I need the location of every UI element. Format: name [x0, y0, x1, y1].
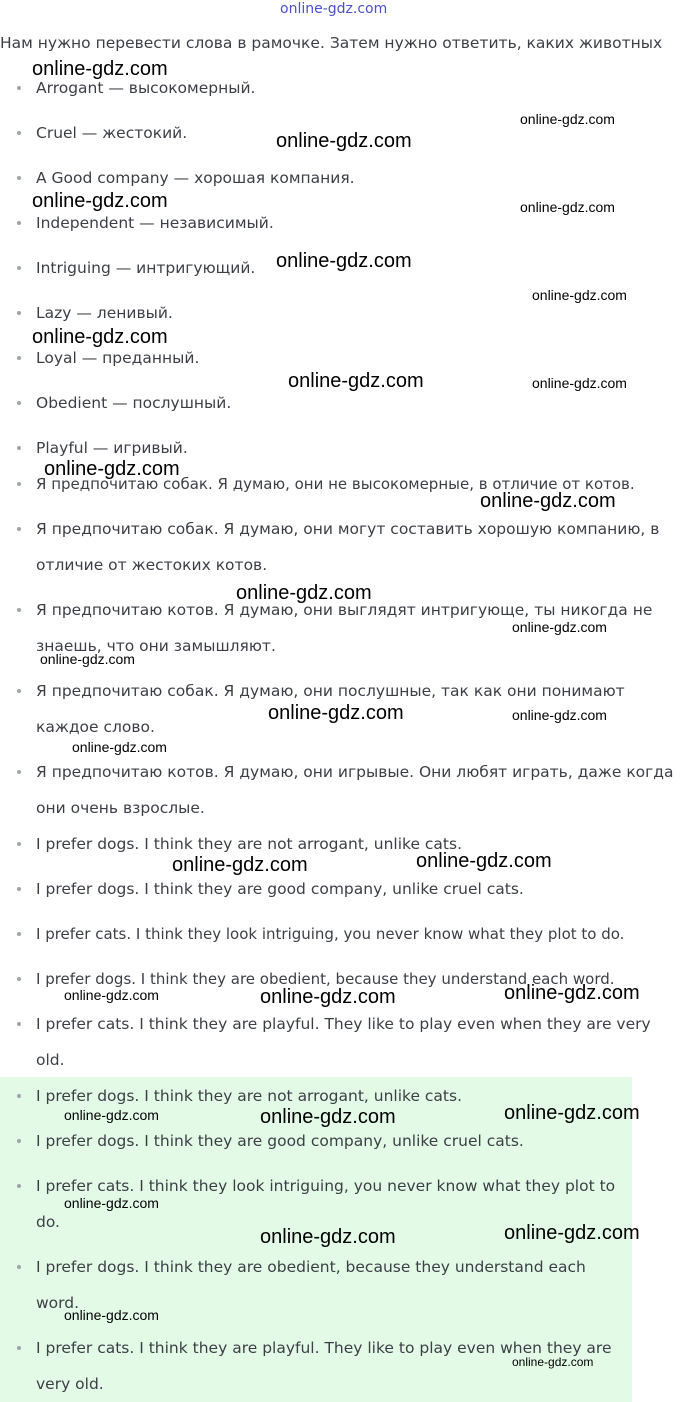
intro-text: Нам нужно перевести слова в рамочке. Затем нужно ответить, каких животных — [0, 34, 663, 52]
vocab-item: A Good company — хорошая компания. — [36, 160, 680, 196]
watermark: online-gdz.com — [32, 190, 168, 212]
watermark: online-gdz.com — [44, 458, 180, 480]
watermark: online-gdz.com — [520, 199, 615, 215]
watermark: online-gdz.com — [260, 986, 396, 1008]
watermark: online-gdz.com — [64, 987, 159, 1003]
highlighted-answer: I prefer cats. I think they are playful. They like to play even when they are very old. — [36, 1330, 626, 1402]
english-answer: I prefer cats. I think they are playful. They like to play even when they are very old. — [36, 1006, 680, 1078]
watermark: online-gdz.com — [32, 58, 168, 80]
watermark: online-gdz.com — [504, 982, 640, 1004]
watermark: online-gdz.com — [64, 1107, 159, 1123]
watermark: online-gdz.com — [276, 130, 412, 152]
watermark: online-gdz.com — [532, 375, 627, 391]
vocab-item: Independent — независимый. — [36, 205, 680, 241]
highlighted-answer: I prefer cats. I think they look intriguing, you never know what they plot to do. — [36, 1168, 626, 1240]
vocab-item: Obedient — послушный. — [36, 385, 680, 421]
watermark: online-gdz.com — [480, 490, 616, 512]
watermark: online-gdz.com — [64, 1195, 159, 1211]
watermark: online-gdz.com — [40, 651, 135, 667]
watermark: online-gdz.com — [512, 707, 607, 723]
vocab-item: Arrogant — высокомерный. — [36, 70, 680, 106]
watermark: online-gdz.com — [32, 326, 168, 348]
watermark: online-gdz.com — [288, 370, 424, 392]
watermark: online-gdz.com — [504, 1222, 640, 1244]
highlighted-answer: I prefer dogs. I think they are not arrogant, unlike cats. — [36, 1078, 626, 1114]
highlighted-answer: I prefer dogs. I think they are good company, unlike cruel cats. — [36, 1123, 626, 1159]
english-answer: I prefer cats. I think they look intriguing, you never know what they plot to do. — [36, 916, 680, 952]
russian-answer: Я предпочитаю котов. Я думаю, они игрывые. Они любят играть, даже когда они очень взрослые. — [36, 754, 680, 826]
russian-answer: Я предпочитаю собак. Я думаю, они могут составить хорошую компанию, в отличие от жестоких котов. — [36, 511, 680, 583]
site-link[interactable]: online-gdz.com — [280, 1, 388, 17]
vocab-item: Lazy — ленивый. — [36, 295, 680, 331]
watermark: online-gdz.com — [512, 1355, 594, 1369]
russian-answer: Я предпочитаю собак. Я думаю, они не высокомерные, в отличие от котов. — [36, 466, 680, 502]
highlighted-answer: I prefer dogs. I think they are obedient, because they understand each word. — [36, 1249, 626, 1321]
vocab-item: Playful — игривый. — [36, 430, 680, 466]
watermark: online-gdz.com — [172, 854, 308, 876]
watermark: online-gdz.com — [260, 1106, 396, 1128]
watermark: online-gdz.com — [236, 582, 372, 604]
russian-answer: Я предпочитаю собак. Я думаю, они послушные, так как они понимают каждое слово. — [36, 673, 646, 745]
watermark: online-gdz.com — [512, 619, 607, 635]
vocab-item: Intriguing — интригующий. — [36, 250, 680, 286]
watermark: online-gdz.com — [520, 111, 615, 127]
russian-answer: Я предпочитаю котов. Я думаю, они выглядят интригующе, ты никогда не знаешь, что они замышляют. — [36, 592, 666, 664]
watermark: online-gdz.com — [416, 850, 552, 872]
watermark: online-gdz.com — [504, 1102, 640, 1124]
english-answer: I prefer dogs. I think they are good company, unlike cruel cats. — [36, 871, 680, 907]
watermark: online-gdz.com — [260, 1226, 396, 1248]
english-answer: I prefer dogs. I think they are obedient, because they understand each word. — [36, 961, 680, 997]
watermark: online-gdz.com — [268, 702, 404, 724]
vocab-item: Loyal — преданный. — [36, 340, 680, 376]
watermark: online-gdz.com — [72, 739, 167, 755]
vocab-item: Cruel — жестокий. — [36, 115, 680, 151]
watermark: online-gdz.com — [64, 1307, 159, 1323]
watermark: online-gdz.com — [532, 287, 627, 303]
english-answer: I prefer dogs. I think they are not arrogant, unlike cats. — [36, 826, 680, 862]
watermark: online-gdz.com — [276, 250, 412, 272]
